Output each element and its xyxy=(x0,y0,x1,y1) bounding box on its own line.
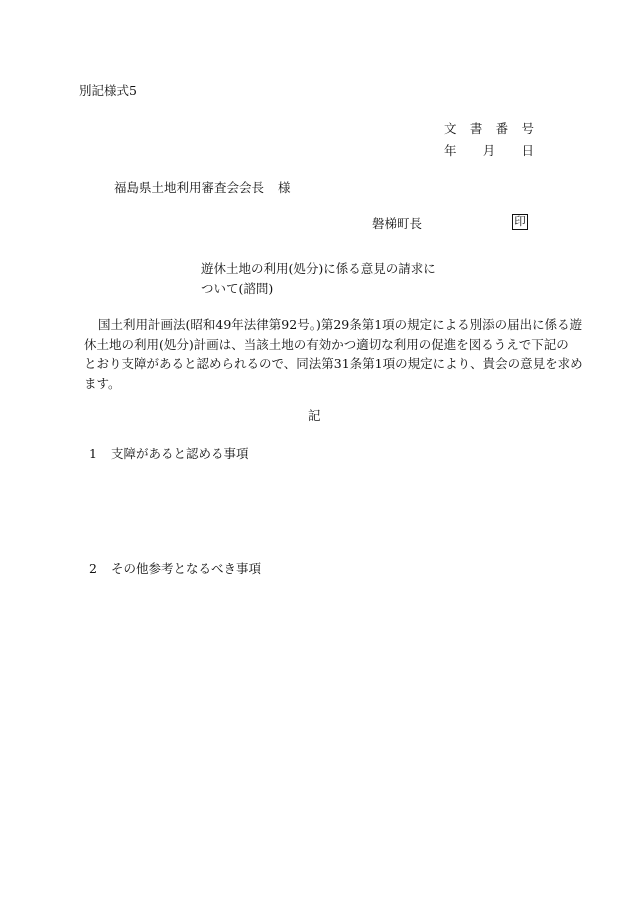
list-item xyxy=(89,563,261,576)
doc-number-char: 号 xyxy=(521,121,534,136)
subject-line: ついて(諮問) xyxy=(201,281,274,296)
form-label: 別記様式5 xyxy=(79,83,137,98)
subject xyxy=(201,259,436,299)
body-line: 国土利用計画法(昭和49年法律第92号。)第29条第1項の規定による別添の届出に係る遊 xyxy=(98,317,583,332)
addressee-name: 福島県土地利用審査会会長 xyxy=(114,180,265,195)
seal-mark: 印 xyxy=(512,214,528,230)
doc-number-char: 文 xyxy=(444,121,457,136)
list-item xyxy=(89,448,249,461)
document-number-block xyxy=(444,123,534,167)
date-day-label: 日 xyxy=(521,143,534,158)
subject-line: 遊休土地の利用(処分)に係る意見の請求に xyxy=(201,261,436,276)
date-month-label: 月 xyxy=(482,143,496,158)
addressee-honorific: 様 xyxy=(278,180,291,195)
doc-number-char: 書 xyxy=(469,121,483,136)
doc-number-char: 番 xyxy=(495,121,509,136)
addressee xyxy=(114,182,291,195)
body-paragraph xyxy=(84,315,583,393)
body-line: ます。 xyxy=(84,375,121,391)
body-line: 休土地の利用(処分)計画は、当該土地の有効かつ適切な利用の促進を図るうえで下記の xyxy=(84,336,569,352)
date-row xyxy=(444,145,534,167)
item-number: 1 xyxy=(89,446,97,461)
item-label: 支障があると認める事項 xyxy=(110,446,249,461)
ki-heading: 記 xyxy=(308,408,321,423)
sender-name: 磐梯町長 xyxy=(372,216,423,231)
item-label: その他参考となるべき事項 xyxy=(110,561,261,576)
date-year-label: 年 xyxy=(444,143,457,158)
item-number: 2 xyxy=(89,561,97,576)
document-number-row xyxy=(444,123,534,145)
body-line: とおり支障があると認められるので、同法第31条第1項の規定により、貴会の意見を求め xyxy=(84,356,583,371)
